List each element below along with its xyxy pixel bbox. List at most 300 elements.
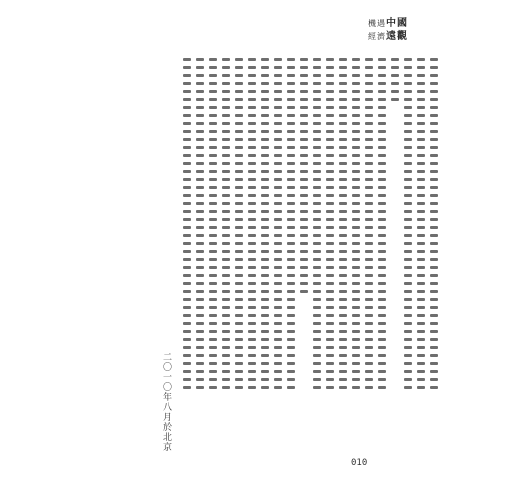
text-glyph [404,154,412,157]
text-glyph [274,82,282,85]
text-glyph [378,242,386,245]
text-glyph [313,154,321,157]
text-glyph [378,298,386,301]
text-glyph [352,202,360,205]
text-glyph [339,282,347,285]
text-glyph [209,90,217,93]
text-glyph [222,386,230,389]
text-glyph [235,250,243,253]
text-glyph [209,146,217,149]
text-glyph [209,74,217,77]
text-glyph [261,298,269,301]
text-glyph [209,250,217,253]
text-glyph [261,210,269,213]
text-glyph [196,306,204,309]
text-glyph [248,74,256,77]
text-glyph [352,298,360,301]
text-glyph [222,362,230,365]
text-glyph [287,346,295,349]
text-glyph [222,138,230,141]
text-glyph [196,202,204,205]
text-glyph [365,66,373,69]
text-glyph [222,330,230,333]
text-glyph [196,194,204,197]
text-glyph [183,58,191,61]
text-glyph [430,378,438,381]
text-glyph [378,202,386,205]
text-glyph [339,82,347,85]
text-glyph [404,258,412,261]
text-glyph [222,306,230,309]
running-header-line-2: 經濟遠觀 [368,30,408,42]
text-glyph [313,234,321,237]
text-glyph [339,74,347,77]
text-column [378,58,386,402]
text-glyph [235,154,243,157]
text-glyph [248,346,256,349]
text-glyph [339,202,347,205]
text-glyph [222,122,230,125]
text-glyph [339,122,347,125]
text-glyph [313,90,321,93]
text-glyph [274,114,282,117]
text-glyph [261,218,269,221]
text-glyph [378,98,386,101]
text-glyph [235,210,243,213]
text-glyph [430,154,438,157]
text-glyph [196,322,204,325]
text-glyph [313,74,321,77]
text-glyph [209,298,217,301]
text-glyph [183,74,191,77]
text-glyph [222,298,230,301]
text-glyph [261,266,269,269]
text-glyph [209,362,217,365]
text-glyph [378,170,386,173]
text-glyph [378,354,386,357]
text-glyph [326,74,334,77]
text-glyph [326,314,334,317]
text-glyph [196,282,204,285]
text-glyph [209,314,217,317]
text-glyph [209,162,217,165]
text-glyph [417,194,425,197]
text-glyph [274,274,282,277]
text-glyph [196,130,204,133]
text-glyph [313,218,321,221]
text-glyph [417,114,425,117]
text-glyph [313,242,321,245]
text-glyph [248,370,256,373]
text-glyph [248,90,256,93]
text-glyph [261,58,269,61]
text-glyph [339,378,347,381]
text-glyph [235,170,243,173]
text-glyph [248,122,256,125]
text-glyph [183,346,191,349]
text-glyph [196,210,204,213]
text-glyph [222,234,230,237]
text-glyph [352,186,360,189]
text-glyph [183,122,191,125]
text-glyph [430,242,438,245]
text-glyph [339,274,347,277]
text-glyph [235,330,243,333]
text-column [274,58,282,402]
text-glyph [261,122,269,125]
text-glyph [430,258,438,261]
text-glyph [404,210,412,213]
text-glyph [287,178,295,181]
text-column [287,58,295,402]
text-glyph [430,282,438,285]
text-glyph [365,202,373,205]
text-glyph [235,346,243,349]
text-glyph [378,90,386,93]
text-glyph [352,378,360,381]
text-glyph [352,66,360,69]
text-glyph [326,386,334,389]
text-glyph [339,338,347,341]
text-glyph [339,114,347,117]
text-glyph [326,114,334,117]
text-glyph [352,354,360,357]
text-glyph [209,234,217,237]
text-glyph [326,250,334,253]
text-glyph [274,130,282,133]
text-glyph [365,258,373,261]
text-glyph [365,58,373,61]
text-glyph [261,378,269,381]
text-glyph [339,146,347,149]
text-glyph [326,194,334,197]
text-glyph [339,370,347,373]
text-glyph [404,170,412,173]
text-glyph [248,234,256,237]
text-glyph [222,130,230,133]
text-glyph [183,298,191,301]
text-glyph [404,346,412,349]
text-glyph [430,234,438,237]
text-glyph [326,58,334,61]
text-glyph [404,194,412,197]
text-glyph [183,378,191,381]
text-glyph [209,290,217,293]
text-glyph [287,98,295,101]
text-glyph [183,178,191,181]
text-glyph [287,90,295,93]
text-glyph [417,82,425,85]
text-glyph [287,114,295,117]
text-glyph [365,346,373,349]
text-glyph [404,130,412,133]
text-glyph [326,274,334,277]
text-glyph [365,178,373,181]
text-glyph [183,354,191,357]
text-glyph [287,202,295,205]
text-glyph [209,346,217,349]
text-glyph [209,258,217,261]
text-glyph [365,218,373,221]
text-glyph [274,290,282,293]
text-glyph [352,210,360,213]
text-glyph [417,306,425,309]
text-glyph [222,114,230,117]
text-glyph [378,106,386,109]
text-glyph [183,266,191,269]
text-column [404,58,412,402]
text-glyph [339,162,347,165]
text-glyph [222,250,230,253]
text-glyph [222,58,230,61]
text-glyph [209,106,217,109]
text-glyph [261,66,269,69]
text-glyph [300,138,308,141]
text-glyph [261,322,269,325]
text-glyph [417,362,425,365]
text-glyph [274,378,282,381]
text-glyph [417,202,425,205]
text-glyph [261,242,269,245]
text-glyph [326,346,334,349]
text-glyph [235,258,243,261]
text-glyph [261,194,269,197]
text-glyph [352,98,360,101]
text-glyph [313,290,321,293]
text-glyph [222,346,230,349]
text-glyph [417,338,425,341]
text-glyph [261,338,269,341]
text-glyph [235,178,243,181]
text-glyph [274,106,282,109]
text-glyph [300,74,308,77]
text-glyph [430,90,438,93]
page-number: 010 [351,458,368,468]
text-glyph [235,378,243,381]
text-glyph [300,226,308,229]
text-glyph [300,186,308,189]
text-glyph [352,114,360,117]
text-glyph [235,322,243,325]
text-glyph [209,370,217,373]
text-glyph [209,170,217,173]
text-glyph [287,106,295,109]
text-glyph [287,370,295,373]
text-glyph [326,218,334,221]
text-glyph [326,170,334,173]
text-glyph [287,386,295,389]
text-glyph [339,330,347,333]
text-glyph [235,82,243,85]
text-glyph [313,186,321,189]
text-glyph [352,322,360,325]
text-glyph [300,178,308,181]
text-glyph [287,330,295,333]
text-glyph [300,266,308,269]
text-glyph [378,154,386,157]
text-glyph [274,98,282,101]
text-glyph [196,186,204,189]
text-glyph [248,218,256,221]
text-glyph [365,250,373,253]
text-glyph [352,106,360,109]
text-glyph [365,122,373,125]
text-glyph [274,162,282,165]
text-glyph [300,202,308,205]
text-glyph [326,202,334,205]
text-glyph [235,98,243,101]
text-glyph [313,330,321,333]
text-glyph [430,298,438,301]
text-glyph [365,378,373,381]
text-glyph [313,298,321,301]
text-glyph [326,370,334,373]
text-glyph [430,58,438,61]
text-glyph [274,210,282,213]
text-glyph [183,82,191,85]
text-glyph [313,194,321,197]
closing-date: 二〇一〇年八月於北京 [161,352,171,452]
text-glyph [313,226,321,229]
text-glyph [222,338,230,341]
text-glyph [248,282,256,285]
text-glyph [313,250,321,253]
text-glyph [248,314,256,317]
text-glyph [222,314,230,317]
text-glyph [352,266,360,269]
text-glyph [196,362,204,365]
text-glyph [365,82,373,85]
text-glyph [183,258,191,261]
text-glyph [222,178,230,181]
text-glyph [352,218,360,221]
text-glyph [339,346,347,349]
text-glyph [339,290,347,293]
text-glyph [209,122,217,125]
text-glyph [196,290,204,293]
text-glyph [287,250,295,253]
text-glyph [391,82,399,85]
text-glyph [287,234,295,237]
text-glyph [404,66,412,69]
text-glyph [378,306,386,309]
text-glyph [209,114,217,117]
text-glyph [326,290,334,293]
text-glyph [313,98,321,101]
text-glyph [196,154,204,157]
text-glyph [326,146,334,149]
text-glyph [222,186,230,189]
text-glyph [313,210,321,213]
text-glyph [248,146,256,149]
text-glyph [287,226,295,229]
text-glyph [378,386,386,389]
text-glyph [391,90,399,93]
text-glyph [300,98,308,101]
text-glyph [417,370,425,373]
text-glyph [261,282,269,285]
text-glyph [274,90,282,93]
text-glyph [300,66,308,69]
text-glyph [339,386,347,389]
text-glyph [404,58,412,61]
text-glyph [326,98,334,101]
text-glyph [430,322,438,325]
text-glyph [222,170,230,173]
text-glyph [417,170,425,173]
text-glyph [430,306,438,309]
text-glyph [313,202,321,205]
text-glyph [313,138,321,141]
text-glyph [417,90,425,93]
text-glyph [274,58,282,61]
text-glyph [287,146,295,149]
text-glyph [417,130,425,133]
text-glyph [326,298,334,301]
text-glyph [339,362,347,365]
text-glyph [222,146,230,149]
text-glyph [248,378,256,381]
text-glyph [183,130,191,133]
text-glyph [352,386,360,389]
text-glyph [274,178,282,181]
text-glyph [378,226,386,229]
text-glyph [300,274,308,277]
text-glyph [326,354,334,357]
text-glyph [196,162,204,165]
text-glyph [365,74,373,77]
text-glyph [339,242,347,245]
text-glyph [287,170,295,173]
text-glyph [287,210,295,213]
text-glyph [196,90,204,93]
text-glyph [300,210,308,213]
text-glyph [365,338,373,341]
text-glyph [365,162,373,165]
text-glyph [261,226,269,229]
text-glyph [209,66,217,69]
text-glyph [339,314,347,317]
text-glyph [404,378,412,381]
text-glyph [365,226,373,229]
text-glyph [287,362,295,365]
text-glyph [300,258,308,261]
text-glyph [339,234,347,237]
text-glyph [365,266,373,269]
text-glyph [339,130,347,133]
text-glyph [378,82,386,85]
text-glyph [430,338,438,341]
text-glyph [404,106,412,109]
text-glyph [235,106,243,109]
text-glyph [391,66,399,69]
text-glyph [391,58,399,61]
text-glyph [248,82,256,85]
text-glyph [326,122,334,125]
text-glyph [287,354,295,357]
text-glyph [417,290,425,293]
text-glyph [430,266,438,269]
text-glyph [248,202,256,205]
text-glyph [365,330,373,333]
text-glyph [209,154,217,157]
text-glyph [274,370,282,373]
text-glyph [248,170,256,173]
text-glyph [417,330,425,333]
text-glyph [417,218,425,221]
text-glyph [209,218,217,221]
text-glyph [417,258,425,261]
